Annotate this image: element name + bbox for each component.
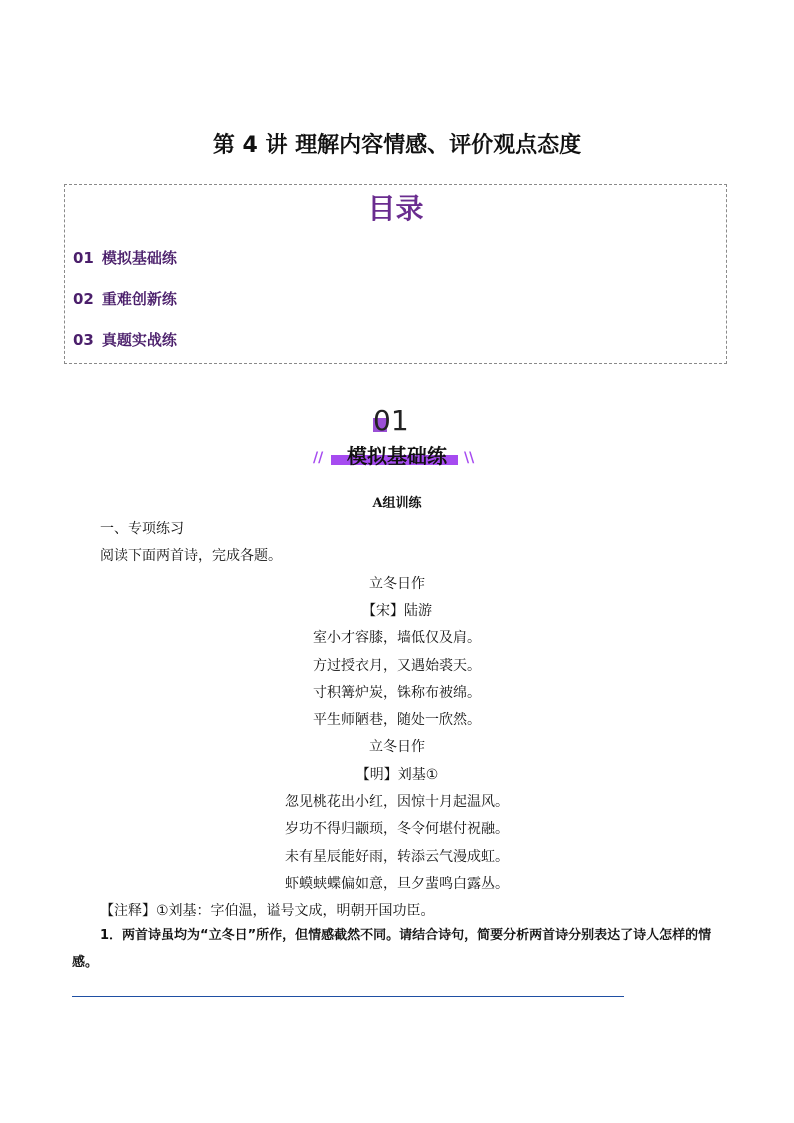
toc-item-number: 01: [73, 249, 94, 267]
poem2-line: 忽见桃花出小红，因惊十月起温风。: [285, 794, 509, 810]
poem1-line: 方过授衣月，又遇始裘天。: [313, 658, 481, 674]
instruction: 阅读下面两首诗，完成各题。: [100, 548, 282, 564]
question-1: 1．两首诗虽均为“立冬日”所作，但情感截然不同。请结合诗句，简要分析两首诗分别表达了诗人怎样的情感。: [72, 928, 712, 970]
toc-item-1[interactable]: [73, 247, 177, 268]
answer-line[interactable]: [72, 996, 624, 997]
poem2-line: 未有星辰能好雨，转添云气漫成虹。: [285, 849, 509, 865]
section-number: 01: [373, 404, 409, 437]
poem1-line: 平生师陋巷，随处一欣然。: [313, 712, 481, 728]
toc-item-label: 真题实战练: [101, 331, 177, 349]
poem2-title: 立冬日作: [369, 739, 425, 755]
toc-heading: 目录: [367, 192, 424, 225]
section-left-decoration: //: [313, 450, 324, 466]
poem1-line: 寸积篝炉炭，铢称布被绵。: [313, 685, 481, 701]
annotation-note: 【注释】①刘基：字伯温，谥号文成，明朝开国功臣。: [100, 903, 435, 919]
part-heading: 一、专项练习: [100, 521, 184, 537]
toc-item-number: 03: [73, 331, 94, 349]
table-of-contents: [64, 184, 727, 364]
toc-item-number: 02: [73, 290, 94, 308]
section-title: 模拟基础练: [347, 444, 447, 468]
document-title: 第 4 讲 理解内容情感、评价观点态度: [212, 133, 582, 158]
poem2-author: 【明】刘基①: [355, 767, 439, 783]
toc-item-2[interactable]: [73, 288, 177, 309]
toc-item-label: 模拟基础练: [101, 249, 177, 267]
toc-item-3[interactable]: [73, 329, 177, 350]
poem2-line: 虾蟆蛱蝶偏如意，旦夕蜚鸣白露丛。: [285, 876, 509, 892]
poem2-line: 岁功不得归颛顼，冬令何堪付祝融。: [285, 821, 509, 837]
group-label: A组训练: [372, 496, 422, 511]
poem1-title: 立冬日作: [369, 576, 425, 592]
toc-item-label: 重难创新练: [101, 290, 177, 308]
poem1-author: 【宋】陆游: [362, 603, 432, 619]
section-right-decoration: \\: [464, 450, 475, 466]
poem1-line: 室小才容膝，墙低仅及肩。: [313, 630, 481, 646]
